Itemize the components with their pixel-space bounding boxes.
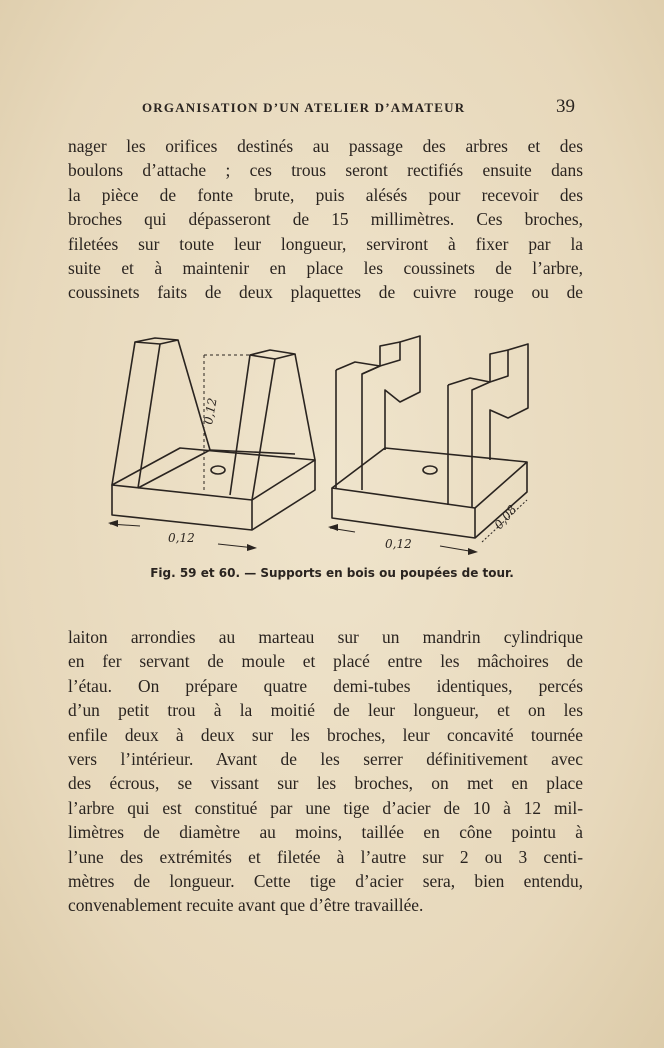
page-header (70, 96, 575, 118)
left-width-label: 0,12 (168, 531, 195, 545)
page-number: 39 (556, 96, 575, 117)
text-line: coussinets faits de deux plaquettes de cuivre rouge ou de (68, 282, 583, 303)
running-title: ORGANISATION D’UN ATELIER D’AMATEUR (142, 100, 466, 115)
text-line: broches qui dépasseront de 15 millimètres. Ces broches, (68, 209, 583, 230)
text-line: filetées sur toute leur longueur, serviront à fixer par la (68, 233, 583, 254)
text-line: la pièce de fonte brute, puis alésés pour recevoir des (68, 184, 583, 205)
text-line: l’arbre qui est constitué par une tige d’acier de 10 à 12 mil- (68, 797, 583, 818)
text-line: convenablement recuite avant que d’être travaillée. (68, 895, 424, 916)
text-line: l’une des extrémités et filetée à l’autre sur 2 ou 3 centi- (68, 846, 583, 867)
text-line: laiton arrondies au marteau sur un mandrin cylindrique (68, 627, 583, 647)
text-line: suite et à maintenir en place les coussinets de l’arbre, (68, 258, 583, 279)
text-line: boulons d’attache ; ces trous seront rectifiés ensuite dans (68, 160, 583, 181)
paragraph-1 (68, 134, 583, 305)
text-line: limètres de diamètre au moins, taillée en cône pointu à (68, 822, 583, 843)
right-width-label: 0,12 (385, 537, 412, 551)
right-depth-label: 0,08 (491, 502, 520, 532)
left-height-label: 0,12 (201, 396, 220, 426)
text-line: d’un petit trou à la moitié de leur longueur, et on les (68, 700, 583, 721)
text-line: vers l’intérieur. Avant de les serrer définitivement avec (68, 749, 583, 770)
left-support-drawing (110, 338, 315, 548)
text-line: l’étau. On prépare quatre demi-tubes identiques, percés (68, 675, 583, 696)
text-line: mètres de longueur. Cette tige d’acier sera, bien entendu, (68, 871, 583, 892)
figure-wooden-supports (100, 330, 540, 560)
text-line: enfile deux à deux sur les broches, leur concavité tournée (68, 724, 583, 745)
paragraph-2 (68, 625, 583, 918)
figure-caption: Fig. 59 et 60. — Supports en bois ou poupées de tour. (150, 566, 514, 580)
text-line: des écrous, se vissant sur les broches, on met en place (68, 773, 583, 794)
text-line: en fer servant de moule et placé entre les mâchoires de (68, 651, 583, 672)
text-line: nager les orifices destinés au passage des arbres et des (68, 136, 583, 156)
